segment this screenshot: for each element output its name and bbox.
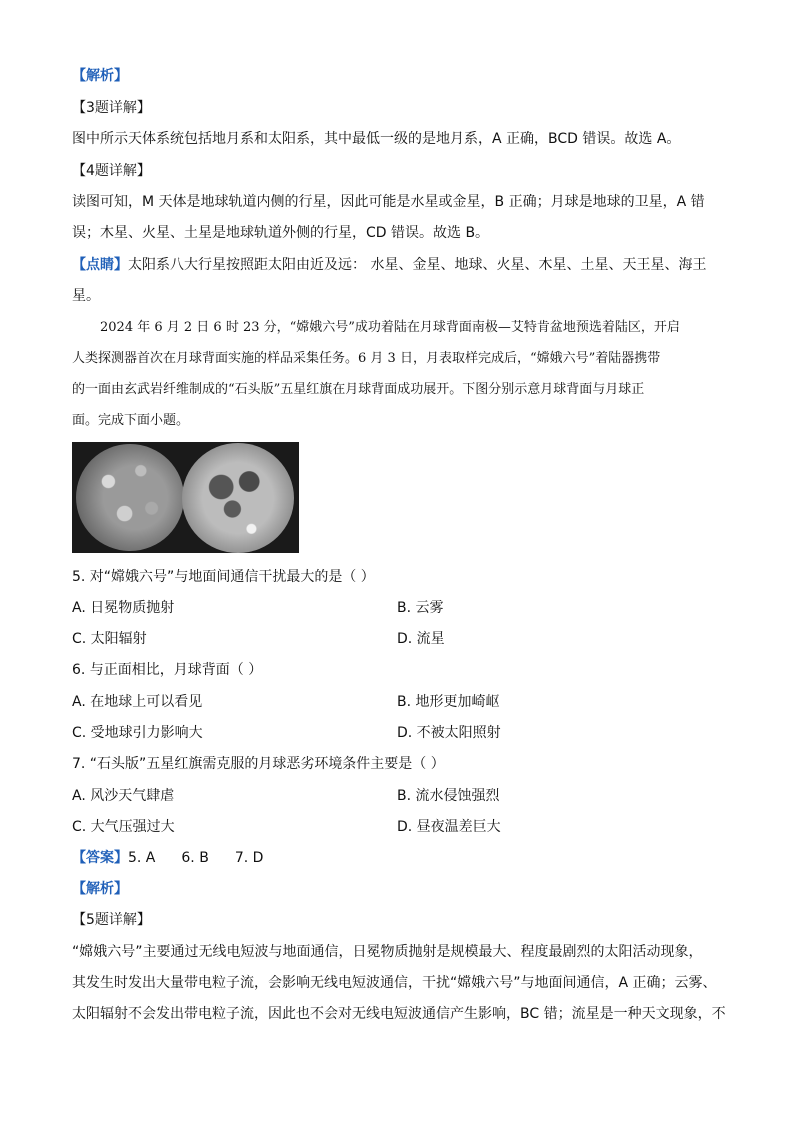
q7-option-d: D. 昼夜温差巨大 (397, 819, 501, 835)
q4-text-line1: 读图可知，M 天体是地球轨道内侧的行星，因此可能是水星或金星，B 正确；月球是地球的卫星，A 错 (72, 194, 705, 210)
passage-line2: 人类探测器首次在月球背面实施的样品采集任务。6 月 3 日，月表取样完成后，“嫦娥六号”着陆器携带 (72, 351, 661, 366)
moon-photo (72, 442, 299, 553)
tip-paragraph (72, 255, 706, 275)
answer-label: 【答案】 (72, 850, 128, 866)
q7-option-a: A. 风沙天气肆虐 (72, 788, 175, 804)
q5-stem: 5. 对“嫦娥六号”与地面间通信干扰最大的是（ ） (72, 569, 375, 585)
q6-option-a: A. 在地球上可以看见 (72, 694, 203, 710)
tip-label: 【点睛】 (72, 257, 128, 273)
q5-option-b: B. 云雾 (397, 600, 444, 616)
moon-near-side-image (182, 443, 294, 553)
tip-text-line2: 星。 (72, 288, 100, 304)
passage-line4: 面。完成下面小题。 (72, 413, 190, 428)
q3-heading: 【3题详解】 (72, 100, 151, 116)
q5-detail-line2: 其发生时发出大量带电粒子流，会影响无线电短波通信，干扰“嫦娥六号”与地面间通信，A 正确；云雾、 (72, 975, 717, 991)
q5-option-c: C. 太阳辐射 (72, 631, 147, 647)
q5-detail-line1: “嫦娥六号”主要通过无线电短波与地面通信，日冕物质抛射是规模最大、程度最剧烈的太阳活动现象， (72, 944, 703, 960)
q5-detail-line3: 太阳辐射不会发出带电粒子流，因此也不会对无线电短波通信产生影响，BC 错；流星是一种天文现象，不 (72, 1006, 726, 1022)
q5-detail-heading: 【5题详解】 (72, 912, 151, 928)
q4-text-line2: 误；木星、火星、土星是地球轨道外侧的行星，CD 错误。故选 B。 (72, 225, 490, 241)
answer-item: 7. D (234, 850, 264, 866)
answer-item: 6. B (181, 850, 209, 866)
analysis-label: 【解析】 (72, 68, 128, 84)
q7-stem: 7. “石头版”五星红旗需克服的月球恶劣环境条件主要是（ ） (72, 756, 445, 772)
q6-stem: 6. 与正面相比，月球背面（ ） (72, 662, 263, 678)
passage-line3: 的一面由玄武岩纤维制成的“石头版”五星红旗在月球背面成功展开。下图分别示意月球背面与月球正 (72, 382, 645, 397)
q5-option-d: D. 流星 (397, 631, 445, 647)
answer-line (72, 848, 289, 868)
q6-option-b: B. 地形更加崎岖 (397, 694, 500, 710)
analysis-label-2: 【解析】 (72, 881, 128, 897)
q7-option-c: C. 大气压强过大 (72, 819, 175, 835)
answer-item: 5. A (128, 850, 156, 866)
q4-heading: 【4题详解】 (72, 163, 151, 179)
tip-text-line1: 太阳系八大行星按照距太阳由近及远： 水星、金星、地球、火星、木星、土星、天王星、海王 (128, 257, 707, 273)
q6-option-d: D. 不被太阳照射 (397, 725, 501, 741)
passage-line1: 2024 年 6 月 2 日 6 时 23 分，“嫦娥六号”成功着陆在月球背面南极—艾特肯盆地预选着陆区，开启 (100, 320, 680, 335)
q7-option-b: B. 流水侵蚀强烈 (397, 788, 500, 804)
q6-option-c: C. 受地球引力影响大 (72, 725, 203, 741)
q5-option-a: A. 日冕物质抛射 (72, 600, 175, 616)
moon-far-side-image (76, 444, 184, 551)
q3-text: 图中所示天体系统包括地月系和太阳系，其中最低一级的是地月系，A 正确，BCD 错误。故选 A。 (72, 131, 681, 147)
